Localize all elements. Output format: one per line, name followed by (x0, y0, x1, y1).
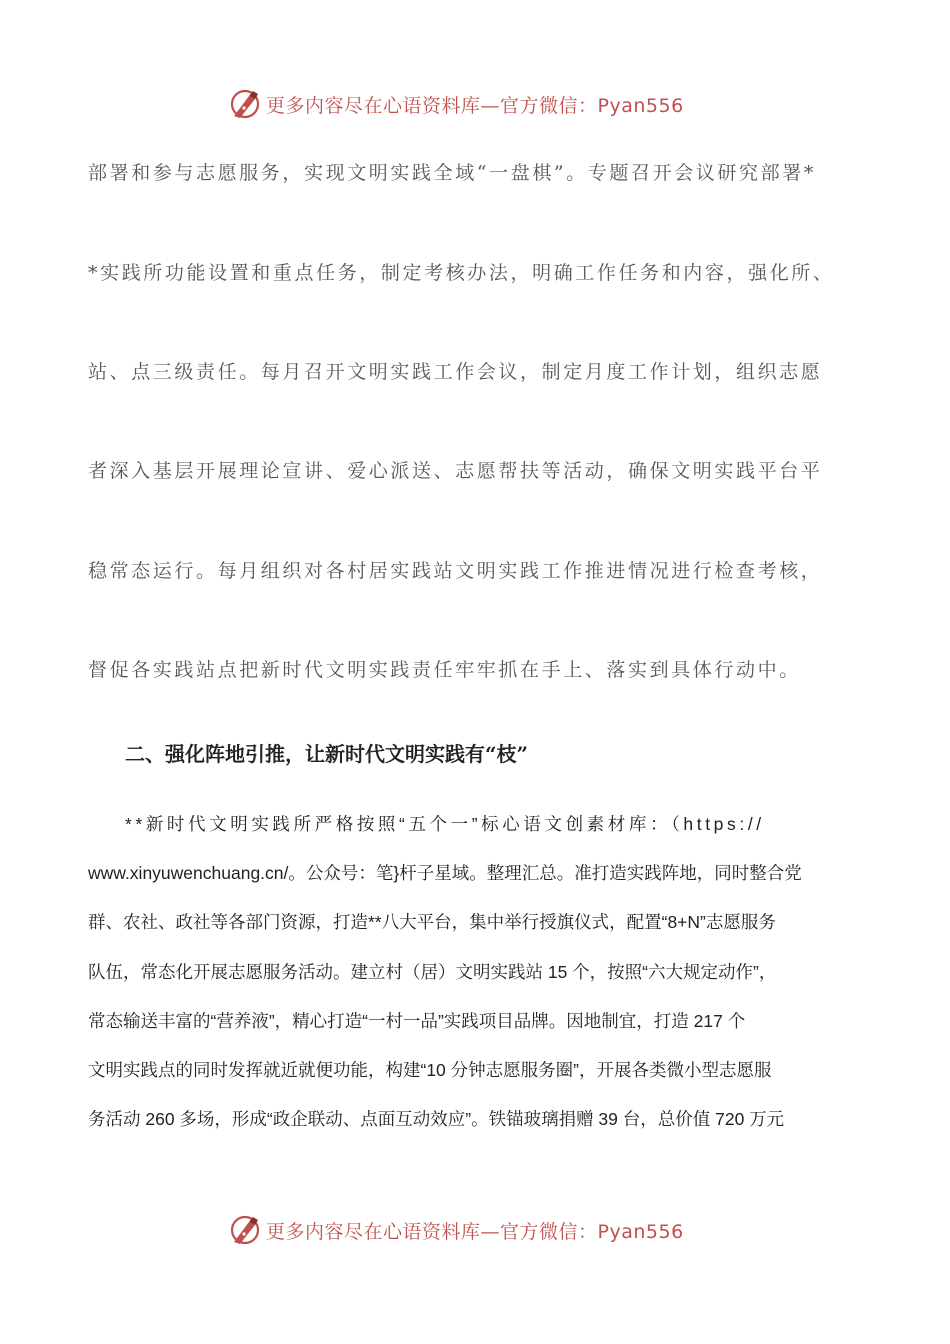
footer-banner (228, 1210, 728, 1250)
body-line: 务活动 260 多场，形成“政企联动、点面互动效应”。铁锚玻璃捐赠 39 台，总价值 720 万元 (88, 1109, 785, 1129)
section-heading: 二、强化阵地引推，让新时代文明实践有“枝” (125, 742, 529, 766)
body-line: 部署和参与志愿服务，实现文明实践全域“一盘棋”。专题召开会议研究部署* (88, 162, 816, 184)
body-line: 站、点三级责任。每月召开文明实践工作会议，制定月度工作计划，组织志愿 (88, 361, 823, 383)
pen-nib-circle-icon (228, 87, 262, 121)
body-line: *实践所功能设置和重点任务，制定考核办法，明确工作任务和内容，强化所、 (88, 262, 835, 284)
header-banner (228, 84, 728, 124)
body-line: 稳常态运行。每月组织对各村居实践站文明实践工作推进情况进行检查考核， (88, 560, 823, 582)
body-line: 队伍，常态化开展志愿服务活动。建立村（居）文明实践站 15 个，按照“六大规定动作”， (88, 962, 777, 982)
body-line: **新时代文明实践所严格按照“五个一”标心语文创素材库：（https:// (125, 814, 765, 834)
body-line: 群、农社、政社等各部门资源，打造**八大平台，集中举行授旗仪式，配置“8+N”志愿服务 (88, 912, 776, 932)
banner-text: 更多内容尽在心语资料库—官方微信：Pyan556 (266, 94, 684, 117)
banner-text: 更多内容尽在心语资料库—官方微信：Pyan556 (266, 1220, 684, 1243)
body-line: www.xinyuwenchuang.cn/。公众号：笔}杆子星域。整理汇总。准打造实践阵地，同时整合党 (88, 863, 802, 883)
body-line: 督促各实践站点把新时代文明实践责任牢牢抓在手上、落实到具体行动中。 (88, 659, 801, 681)
body-line: 文明实践点的同时发挥就近就便功能，构建“10 分钟志愿服务圈”，开展各类微小型志愿服 (88, 1060, 772, 1080)
pen-nib-circle-icon (228, 1213, 262, 1247)
banner-wechat-id: Pyan556 (597, 94, 684, 117)
body-line: 者深入基层开展理论宣讲、爱心派送、志愿帮扶等活动，确保文明实践平台平 (88, 460, 823, 482)
body-line: 常态输送丰富的“营养液”，精心打造“一村一品”实践项目品牌。因地制宜，打造 217 个 (88, 1011, 746, 1031)
banner-wechat-id: Pyan556 (597, 1220, 684, 1243)
